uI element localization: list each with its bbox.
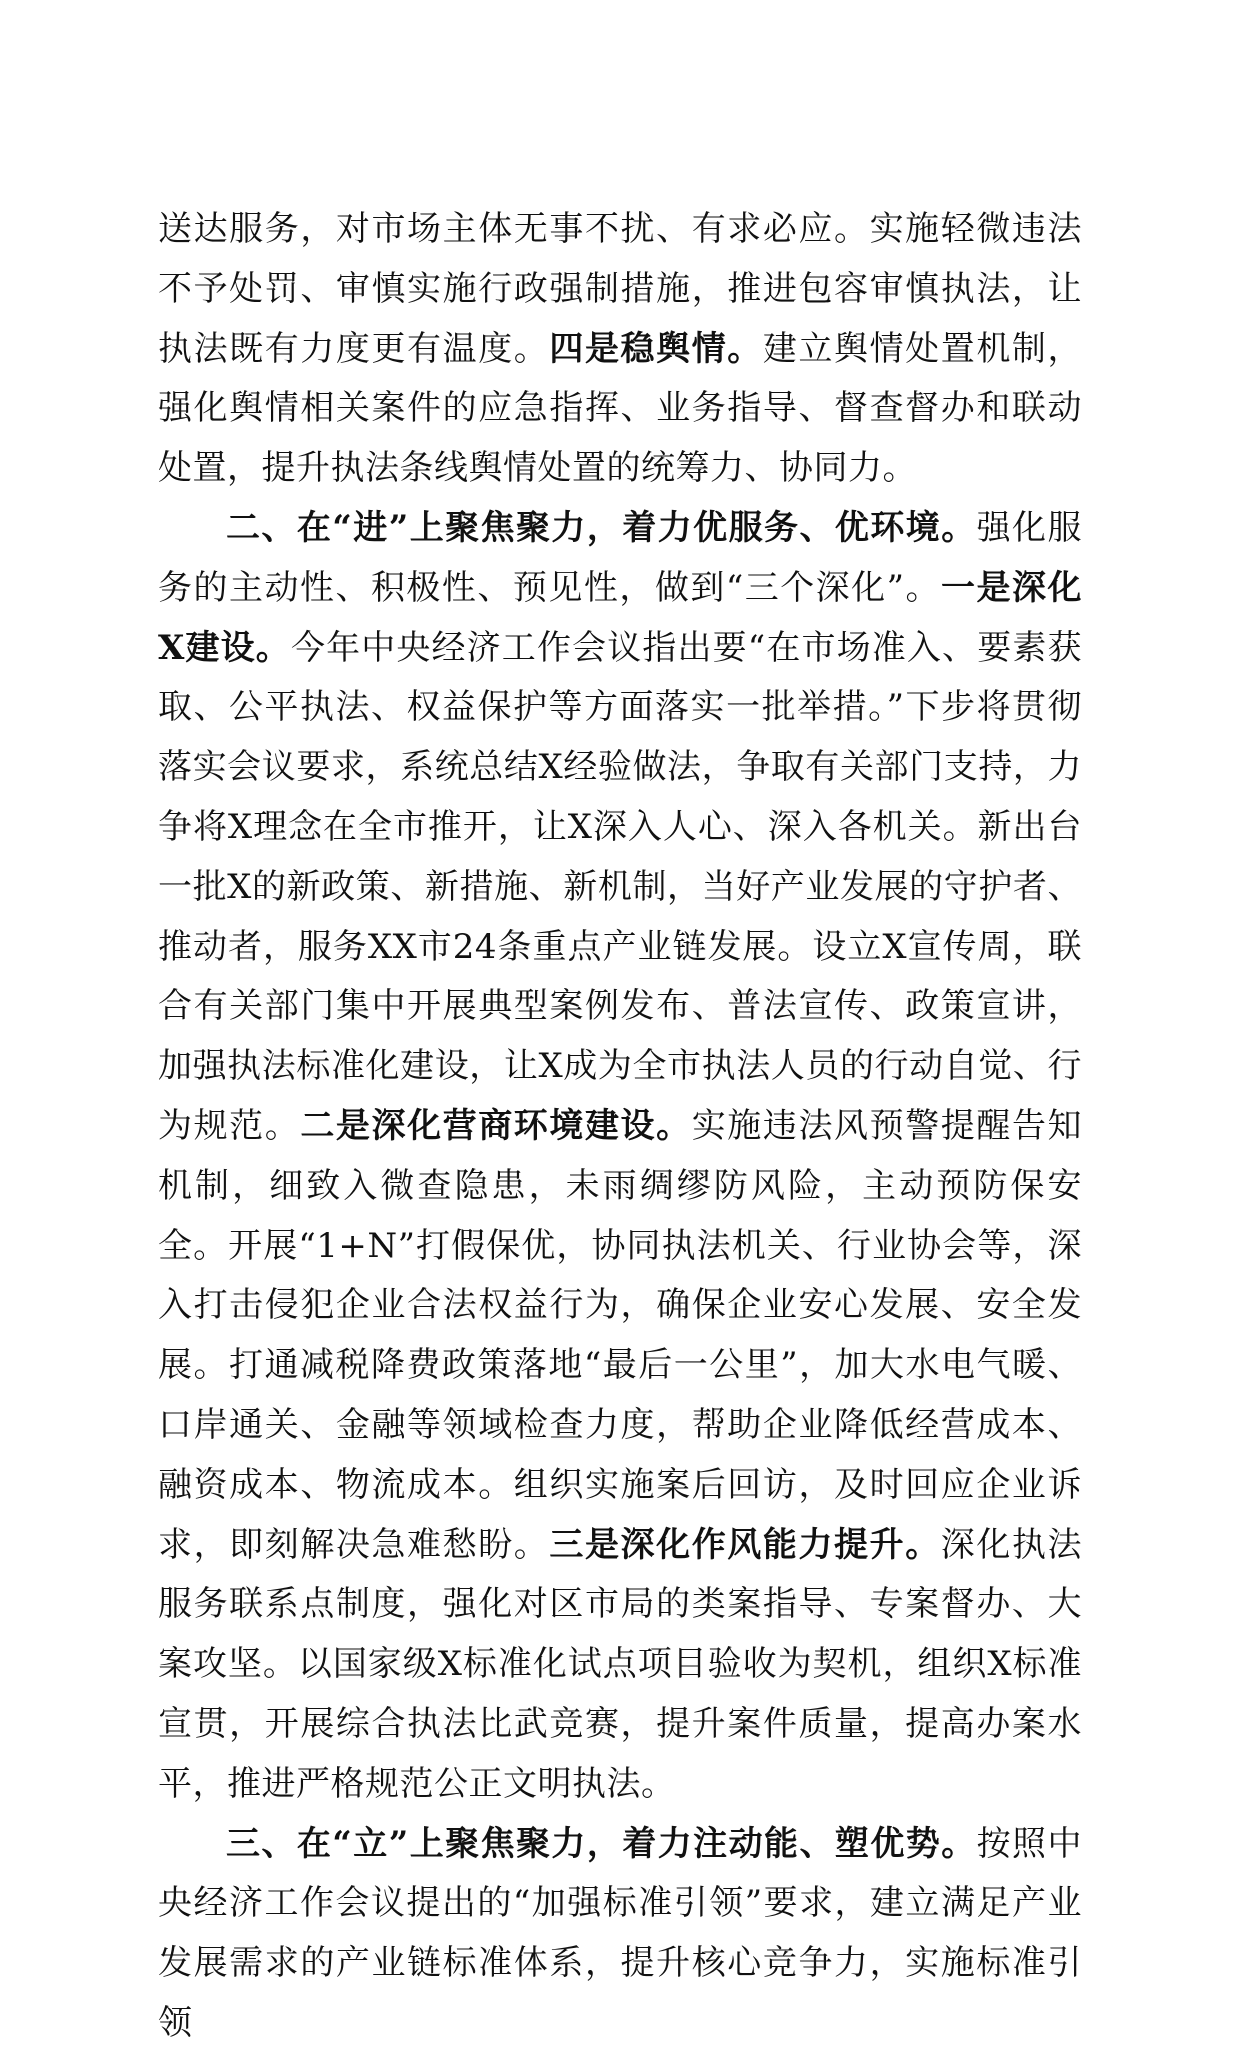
bold-heading-run: 四是稳舆情。 bbox=[549, 328, 763, 369]
text-run: 今年中央经济工作会议指出要“在市场准入、要素获取、公平执法、权益保护等方面落实一批举措。”下步将贯彻落实会议要求，系统总结X经验做法，争取有关部门支持，力争将X理念在全市推开，让X深入人心、深入各机关。新出台一批X的新政策、新措施、新机制，当好产业发展的守护者、推动者，服务XX市24条重点产业链发展。设立X宣传周，联合有关部门集中开展典型案例发布、普法宣传、政策宣讲，加强执法标准化建设，让X成为全市执法人员的行动自觉、行为规范。 bbox=[158, 627, 1082, 1146]
paragraph-section-three bbox=[158, 1815, 1082, 2054]
text-run: 送达服务，对市场主体无事不扰、有求必应。实施轻微违法不予处罚、审慎实施行政强制措施，推进包容审慎执法，让执法既有力度更有温度。 bbox=[158, 209, 1082, 369]
document-body bbox=[158, 200, 1082, 2054]
text-run: 强化服务的主动性、积极性、预见性，做到“三个深化”。 bbox=[158, 507, 1082, 608]
text-run: 建立舆情处置机制，强化舆情相关案件的应急指挥、业务指导、督查督办和联动处置，提升执法条线舆情处置的统筹力、协同力。 bbox=[158, 328, 1083, 489]
text-run: 深化执法服务联系点制度，强化对区市局的类案指导、专案督办、大案攻坚。以国家级X标准化试点项目验收为契机，组织X标准宣贯，开展综合执法比武竞赛，提升案件质量，提高办案水平，推进严格规范公正文明执法。 bbox=[158, 1524, 1083, 1804]
section-heading-run: 三、在“立”上聚焦聚力，着力注动能、塑优势。 bbox=[226, 1823, 977, 1864]
text-run: 按照中央经济工作会议提出的“加强标准引领”要求，建立满足产业发展需求的产业链标准体系，提升核心竞争力，实施标准引领 bbox=[158, 1823, 1082, 2043]
bold-heading-run: 三是深化作风能力提升。 bbox=[549, 1524, 941, 1565]
paragraph-section-two bbox=[158, 499, 1082, 1815]
bold-heading-run: 二是深化营商环境建设。 bbox=[300, 1105, 692, 1146]
section-heading-run: 二、在“进”上聚焦聚力，着力优服务、优环境。 bbox=[226, 507, 977, 548]
paragraph-continuation bbox=[158, 200, 1082, 499]
text-run: 实施违法风预警提醒告知机制，细致入微查隐患，未雨绸缪防风险，主动预防保安全。开展“1+N”打假保优，协同执法机关、行业协会等，深入打击侵犯企业合法权益行为，确保企业安心发展、安全发展。打通减税降费政策落地“最后一公里”，加大水电气暖、口岸通关、金融等领域检查力度，帮助企业降低经营成本、融资成本、物流成本。组织实施案后回访，及时回应企业诉求，即刻解决急难愁盼。 bbox=[158, 1105, 1083, 1565]
bold-heading-run: 一是深化X建设。 bbox=[158, 567, 1083, 668]
